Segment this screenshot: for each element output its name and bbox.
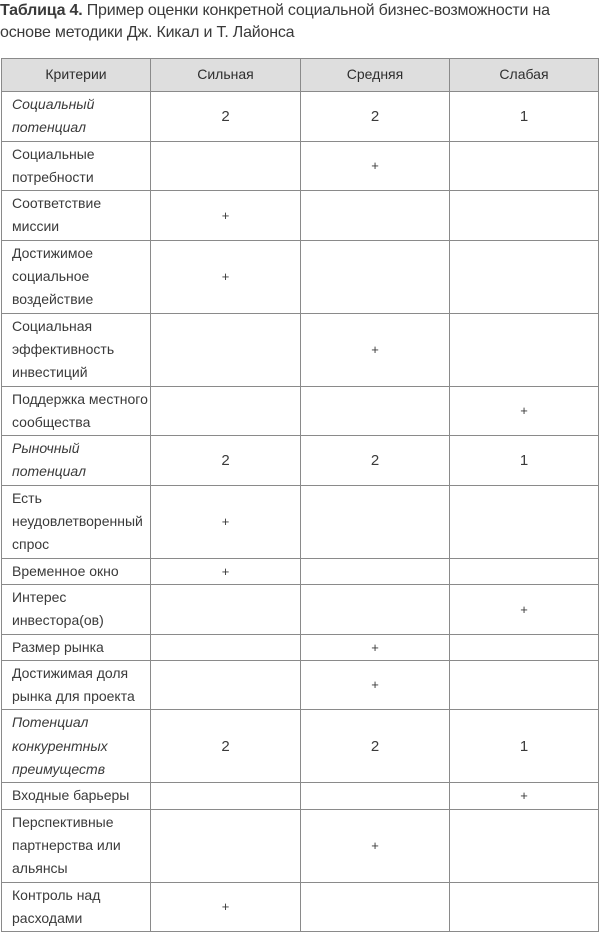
medium-cell (301, 584, 450, 634)
header-weak: Слабая (450, 59, 599, 92)
strong-cell (151, 141, 301, 191)
medium-cell: 2 (301, 92, 450, 142)
weak-cell (450, 809, 599, 882)
table-row (2, 584, 599, 634)
criterion-cell: Потенциал конкурентных преимуществ (2, 710, 151, 783)
table-row (2, 240, 599, 313)
weak-cell (450, 141, 599, 191)
criterion-cell: Достижимая доля рынка для проекта (2, 660, 151, 710)
strong-cell (151, 584, 301, 634)
strong-cell (151, 634, 301, 660)
table-body (2, 92, 599, 932)
caption-label: Таблица 4. (0, 2, 83, 19)
medium-cell (301, 386, 450, 436)
weak-cell (450, 485, 599, 558)
strong-cell (151, 783, 301, 809)
criterion-cell: Временное окно (2, 558, 151, 584)
strong-cell: 2 (151, 92, 301, 142)
strong-cell: 2 (151, 436, 301, 486)
table-row (2, 710, 599, 783)
criterion-cell: Соответствие миссии (2, 191, 151, 241)
weak-cell: 1 (450, 92, 599, 142)
weak-cell (450, 313, 599, 386)
header-strong: Сильная (151, 59, 301, 92)
medium-cell (301, 240, 450, 313)
medium-cell: + (301, 313, 450, 386)
criterion-cell: Социальная эффективность инвестиций (2, 313, 151, 386)
strong-cell: + (151, 240, 301, 313)
medium-cell (301, 882, 450, 932)
criterion-cell: Поддержка местного сообщества (2, 386, 151, 436)
table-row (2, 191, 599, 241)
medium-cell: + (301, 634, 450, 660)
header-criteria: Критерии (2, 59, 151, 92)
strong-cell (151, 386, 301, 436)
table-row (2, 313, 599, 386)
header-medium: Средняя (301, 59, 450, 92)
medium-cell: 2 (301, 710, 450, 783)
medium-cell: + (301, 141, 450, 191)
medium-cell: + (301, 660, 450, 710)
medium-cell (301, 191, 450, 241)
medium-cell (301, 485, 450, 558)
table-row (2, 809, 599, 882)
strong-cell (151, 660, 301, 710)
table-row (2, 634, 599, 660)
weak-cell: 1 (450, 710, 599, 783)
strong-cell: 2 (151, 710, 301, 783)
strong-cell (151, 313, 301, 386)
weak-cell: + (450, 584, 599, 634)
table-row (2, 436, 599, 486)
criterion-cell: Есть неудовлетворенный спрос (2, 485, 151, 558)
table-row (2, 485, 599, 558)
medium-cell (301, 783, 450, 809)
criterion-cell: Контроль над расходами (2, 882, 151, 932)
weak-cell (450, 660, 599, 710)
evaluation-table (1, 58, 599, 932)
weak-cell (450, 191, 599, 241)
medium-cell: + (301, 809, 450, 882)
weak-cell: + (450, 783, 599, 809)
table-caption (0, 0, 600, 44)
weak-cell (450, 634, 599, 660)
medium-cell (301, 558, 450, 584)
criterion-cell: Входные барьеры (2, 783, 151, 809)
criterion-cell: Достижимое социальное воздействие (2, 240, 151, 313)
table-row (2, 660, 599, 710)
table-row (2, 882, 599, 932)
criterion-cell: Рыночный потенциал (2, 436, 151, 486)
strong-cell: + (151, 882, 301, 932)
strong-cell: + (151, 485, 301, 558)
weak-cell (450, 558, 599, 584)
weak-cell (450, 240, 599, 313)
weak-cell (450, 882, 599, 932)
strong-cell: + (151, 191, 301, 241)
criterion-cell: Социальные потребности (2, 141, 151, 191)
table-row (2, 558, 599, 584)
criterion-cell: Интерес инвестора(ов) (2, 584, 151, 634)
caption-text: Пример оценки конкретной социальной бизнес-возможности на основе методики Дж. Кикал и Т. Лайонса (0, 2, 550, 41)
medium-cell: 2 (301, 436, 450, 486)
criterion-cell: Размер рынка (2, 634, 151, 660)
strong-cell (151, 809, 301, 882)
criterion-cell: Социальный потенциал (2, 92, 151, 142)
header-row (2, 59, 599, 92)
table-row (2, 92, 599, 142)
weak-cell: 1 (450, 436, 599, 486)
strong-cell: + (151, 558, 301, 584)
table-row (2, 386, 599, 436)
weak-cell: + (450, 386, 599, 436)
table-row (2, 141, 599, 191)
table-row (2, 783, 599, 809)
criterion-cell: Перспективные партнерства или альянсы (2, 809, 151, 882)
